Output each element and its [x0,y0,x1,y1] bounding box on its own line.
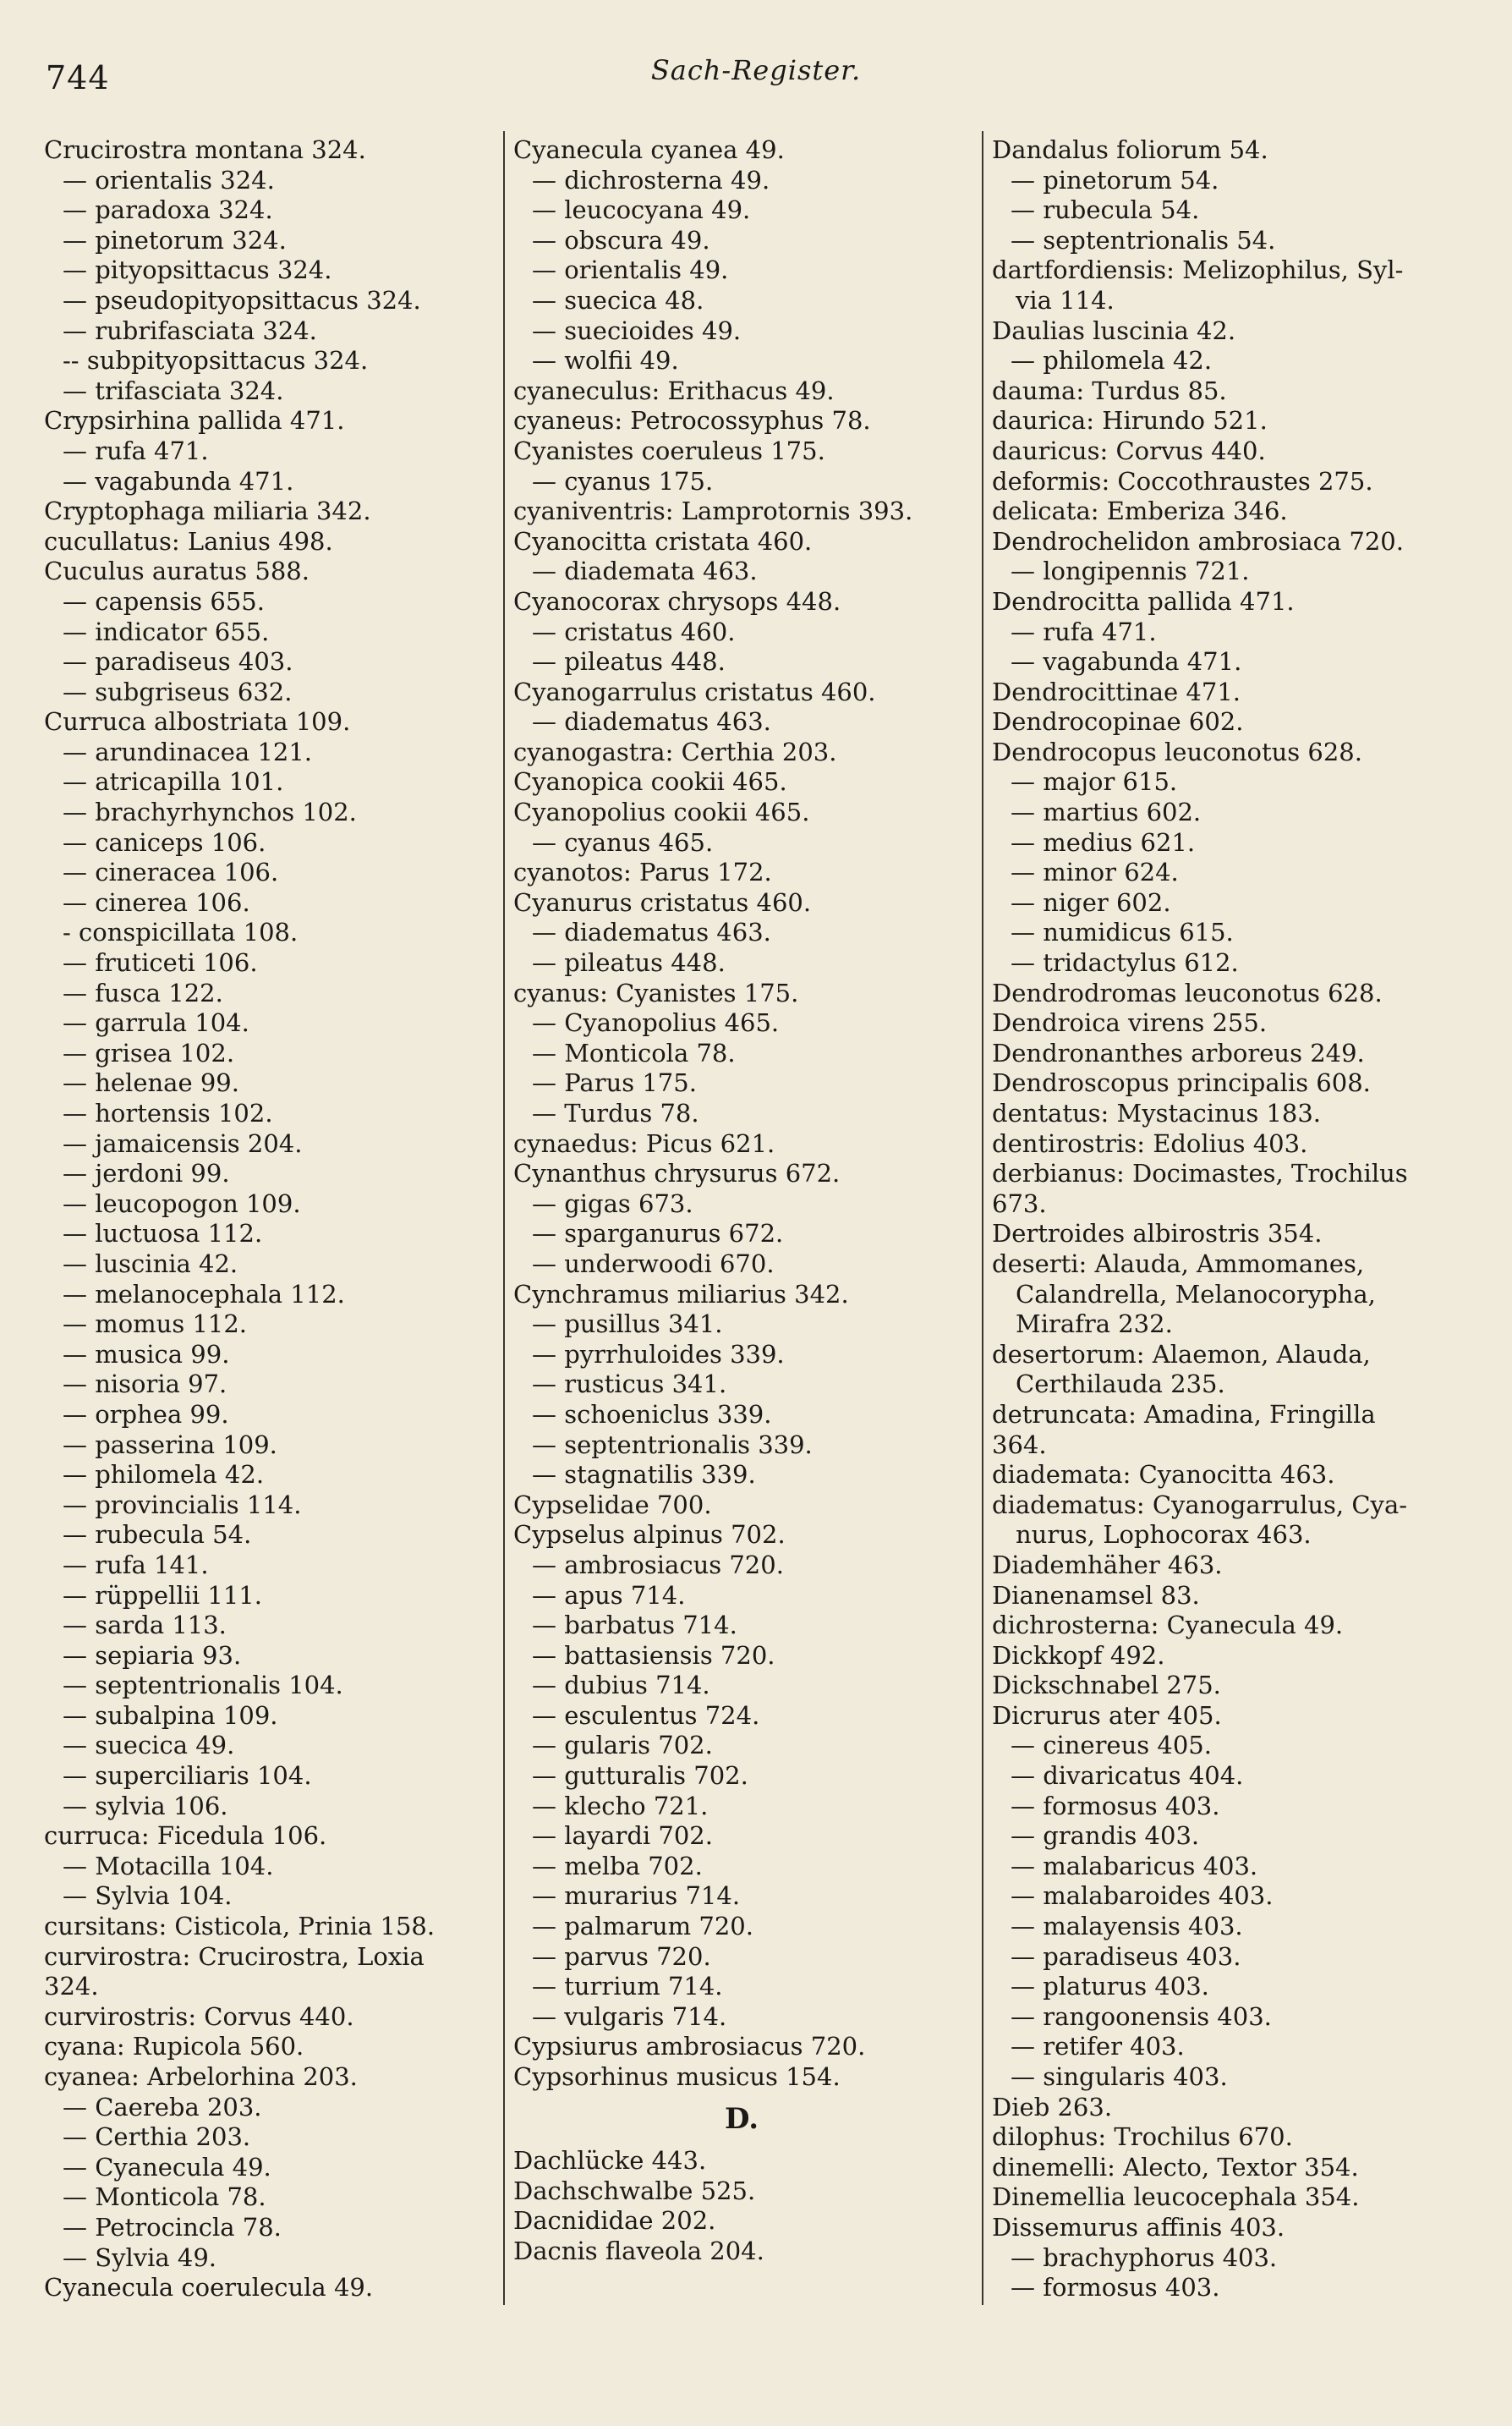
index-entry: — caniceps 106. [63,827,266,857]
index-entry: — Cyanecula 49. [63,2152,271,2182]
index-entry: dichrosterna: Cyanecula 49. [992,1611,1344,1640]
index-entry: — cyanus 465. [532,827,714,857]
index-entry: dilophus: Trochilus 670. [992,2122,1293,2152]
index-entry: cyanogastra: Certhia 203. [513,737,837,766]
index-entry: — murarius 714. [532,1881,741,1911]
index-entry: — dubius 714. [532,1671,710,1700]
index-entry: diademata: Cyanocitta 463. [992,1460,1335,1490]
index-entry: — nisoria 97. [63,1369,227,1399]
index-entry: — grandis 403. [1011,1821,1200,1851]
index-entry: — esculentus 724. [532,1700,760,1730]
index-entry: Cyanopica cookii 465. [513,767,787,797]
index-entry: cyanus: Cyanistes 175. [513,978,799,1007]
index-entry: — diadematus 463. [532,918,771,947]
index-entry: — cinerea 106. [63,887,250,917]
index-entry: Daulias luscinia 42. [992,316,1236,345]
index-entry: — orientalis 324. [63,165,275,195]
index-entry: — gigas 673. [532,1188,693,1218]
index-entry: dauma: Turdus 85. [992,376,1227,405]
index-entry: — ambrosiacus 720. [532,1550,784,1579]
index-entry: dauricus: Corvus 440. [992,436,1266,465]
index-entry: — stagnatilis 339. [532,1460,756,1490]
index-entry: — superciliaris 104. [63,1761,312,1791]
index-entry: — formosus 403. [1011,2273,1220,2303]
index-entry: Cyanocorax chrysops 448. [513,586,841,616]
index-entry: — indicator 655. [63,617,270,646]
index-entry: — platurus 403. [1011,1972,1209,2001]
index-entry: -- subpityopsittacus 324. [63,346,369,376]
index-entry: Curruca albostriata 109. [44,707,351,737]
index-entry: daurica: Hirundo 521. [992,406,1268,436]
index-entry: — brachyphorus 403. [1011,2242,1278,2272]
index-entry: — septentrionalis 104. [63,1671,343,1700]
index-entry: Dandalus foliorum 54. [992,135,1268,164]
index-entry: Diademhäher 463. [992,1550,1223,1579]
index-entry: — Petrocincla 78. [63,2212,282,2242]
index-entry: Dissemurus affinis 403. [992,2212,1285,2242]
index-entry: — formosus 403. [1011,1791,1220,1820]
index-entry: Dendroica virens 255. [992,1008,1268,1038]
index-entry: desertorum: Alaemon, Alauda, [992,1339,1371,1369]
index-entry: Dendrochelidon ambrosiaca 720. [992,526,1404,556]
index-entry: — minor 624. [1011,858,1179,887]
index-entry: — wolfii 49. [532,346,679,376]
index-entry: — cineracea 106. [63,858,279,887]
index-entry: Mirafra 232. [1016,1309,1173,1339]
index-entry: — Monticola 78. [532,1038,736,1068]
index-entry: — paradiseus 403. [1011,1941,1241,1971]
index-entry: — helenae 99. [63,1068,239,1098]
index-entry: cyaniventris: Lamprotornis 393. [513,497,913,526]
index-entry: — rufa 141. [63,1550,209,1579]
index-entry: Cynchramus miliarius 342. [513,1279,849,1309]
index-entry: — vagabunda 471. [1011,647,1242,677]
index-entry: — trifasciata 324. [63,376,284,405]
index-entry: Dickkopf 492. [992,1640,1165,1670]
index-entry: — Monticola 78. [63,2182,266,2212]
index-entry: — gutturalis 702. [532,1761,748,1791]
index-entry: — septentrionalis 54. [1011,225,1276,255]
index-entry: Dicrurus ater 405. [992,1700,1222,1730]
index-entry: — gularis 702. [532,1731,713,1760]
index-entry: Cuculus auratus 588. [44,557,310,586]
index-entry: curvirostris: Corvus 440. [44,2001,354,2031]
index-entry: — klecho 721. [532,1791,709,1820]
index-entry: — pinetorum 54. [1011,165,1219,195]
index-entry: cyanotos: Parus 172. [513,858,772,887]
index-entry: Dendrodromas leuconotus 628. [992,978,1383,1007]
index-entry: — divaricatus 404. [1011,1761,1244,1791]
index-entry: Dendronanthes arboreus 249. [992,1038,1365,1068]
index-entry: Cyanistes coeruleus 175. [513,436,825,465]
index-entry: — atricapilla 101. [63,767,284,797]
index-entry: — singularis 403. [1011,2062,1228,2091]
index-entry: — Caereba 203. [63,2092,262,2121]
index-entry: — rüppellii 111. [63,1580,262,1610]
index-entry: — diadematus 463. [532,707,771,737]
index-entry: — Sylvia 104. [63,1881,233,1911]
index-entry: — apus 714. [532,1580,686,1610]
index-entry: — pityopsittacus 324. [63,255,332,285]
index-entry: Dacnis flaveola 204. [513,2236,764,2265]
index-entry: Dieb 263. [992,2092,1113,2121]
index-entry: — numidicus 615. [1011,918,1234,947]
index-entry: — martius 602. [1011,798,1202,827]
index-entry: — obscura 49. [532,225,710,255]
index-entry: dentatus: Mystacinus 183. [992,1099,1321,1128]
index-entry: — sepiaria 93. [63,1640,242,1670]
index-entry: — subgriseus 632. [63,677,293,706]
index-entry: Cryptophaga miliaria 342. [44,497,371,526]
index-entry: cyaneus: Petrocossyphus 78. [513,406,871,436]
index-entry: — schoeniclus 339. [532,1399,772,1429]
index-entry: Cyanogarrulus cristatus 460. [513,677,876,706]
index-entry: cyana: Rupicola 560. [44,2032,304,2061]
index-entry: — parvus 720. [532,1941,711,1971]
index-entry: — pseudopityopsittacus 324. [63,285,421,315]
index-entry: — sarda 113. [63,1611,227,1640]
index-entry: — cinereus 405. [1011,1731,1212,1760]
index-entry: deformis: Coccothraustes 275. [992,466,1373,496]
index-entry: — leucopogon 109. [63,1188,301,1218]
index-entry: — rufa 471. [1011,617,1157,646]
index-entry: curvirostra: Crucirostra, Loxia [44,1941,425,1971]
index-entry: Cypsiurus ambrosiacus 720. [513,2032,866,2061]
index-entry: Dacnididae 202. [513,2206,716,2236]
index-entry: Dinemellia leucocephala 354. [992,2182,1360,2212]
index-entry: 364. [992,1430,1047,1459]
index-entry: cucullatus: Lanius 498. [44,526,333,556]
index-entry: — battasiensis 720. [532,1640,775,1670]
index-entry: Crypsirhina pallida 471. [44,406,345,436]
index-entry: — sylvia 106. [63,1791,228,1820]
index-entry: — leucocyana 49. [532,195,751,225]
index-entry: — dichrosterna 49. [532,165,770,195]
index-entry: — malabaroides 403. [1011,1881,1274,1911]
index-entry: — malabaricus 403. [1011,1851,1258,1880]
index-entry: 673. [992,1188,1047,1218]
index-entry: Cypselus alpinus 702. [513,1520,786,1550]
running-head: Sach-Register. [650,54,862,86]
index-entry: — orientalis 49. [532,255,729,285]
index-entry: deserti: Alauda, Ammomanes, [992,1249,1365,1278]
index-column-1 [44,135,501,2303]
index-entry: Dendrocopinae 602. [992,707,1244,737]
index-entry: — subalpina 109. [63,1700,278,1730]
index-entry: diadematus: Cyanogarrulus, Cya- [992,1490,1408,1519]
index-entry: Dendrocitta pallida 471. [992,586,1295,616]
index-entry: — jerdoni 99. [63,1159,230,1188]
index-entry: — underwoodi 670. [532,1249,775,1278]
index-entry: — brachyrhynchos 102. [63,798,357,827]
index-entry: — provincialis 114. [63,1490,302,1519]
index-entry: — Certhia 203. [63,2122,251,2152]
index-entry: — musica 99. [63,1339,230,1369]
index-entry: derbianus: Docimastes, Trochilus [992,1159,1408,1188]
index-entry: — grisea 102. [63,1038,235,1068]
index-entry: Dendroscopus principalis 608. [992,1068,1371,1098]
index-entry: — rubecula 54. [63,1520,252,1550]
index-entry: Cyanopolius cookii 465. [513,798,810,827]
index-entry: Dendrocopus leuconotus 628. [992,737,1362,766]
index-entry: — rubrifasciata 324. [63,316,317,345]
index-entry: dartfordiensis: Melizophilus, Syl- [992,255,1404,285]
index-entry: — passerina 109. [63,1430,277,1459]
index-entry: — fusca 122. [63,978,223,1007]
index-entry: Cynanthus chrysurus 672. [513,1159,841,1188]
index-entry: — niger 602. [1011,887,1171,917]
index-entry: — cyanus 175. [532,466,714,496]
index-entry: Crucirostra montana 324. [44,135,366,164]
index-entry: — rubecula 54. [1011,195,1200,225]
index-entry: — suecica 48. [532,285,704,315]
index-entry: Cyanocitta cristata 460. [513,526,813,556]
index-entry: — septentrionalis 339. [532,1430,813,1459]
index-entry: — Motacilla 104. [63,1851,274,1880]
index-entry: — momus 112. [63,1309,248,1339]
index-entry: dinemelli: Alecto, Textor 354. [992,2152,1359,2182]
index-entry: — turrium 714. [532,1972,723,2001]
index-entry: cynaedus: Picus 621. [513,1128,775,1158]
index-entry: cyanea: Arbelorhina 203. [44,2062,358,2091]
index-entry: — palmarum 720. [532,1912,753,1941]
section-letter: D. [724,2104,759,2135]
index-entry: — luctuosa 112. [63,1219,263,1249]
index-entry: — suecioides 49. [532,316,742,345]
index-entry: Calandrella, Melanocorypha, [1016,1279,1376,1309]
index-entry: — sparganurus 672. [532,1219,784,1249]
index-entry: Dianenamsel 83. [992,1580,1200,1610]
index-entry: — rusticus 341. [532,1369,727,1399]
index-entry: — Parus 175. [532,1068,697,1098]
index-entry: — paradoxa 324. [63,195,273,225]
index-entry: Dertroides albirostris 354. [992,1219,1323,1249]
index-entry: — hortensis 102. [63,1099,273,1128]
index-entry: — layardi 702. [532,1821,713,1851]
index-entry: — cristatus 460. [532,617,736,646]
index-entry: — capensis 655. [63,586,265,616]
index-entry: — Cyanopolius 465. [532,1008,780,1038]
index-entry: - conspicillata 108. [63,918,299,947]
index-entry: — pileatus 448. [532,948,726,978]
index-entry: — pileatus 448. [532,647,726,677]
index-entry: — pyrrhuloides 339. [532,1339,785,1369]
index-entry: Cyanecula cyanea 49. [513,135,785,164]
index-entry: Dachschwalbe 525. [513,2176,756,2205]
index-entry: — pusillus 341. [532,1309,723,1339]
index-entry: — melanocephala 112. [63,1279,345,1309]
index-entry: — pinetorum 324. [63,225,287,255]
index-entry: — Sylvia 49. [63,2242,217,2272]
index-entry: — medius 621. [1011,827,1196,857]
index-entry: — suecica 49. [63,1731,235,1760]
index-entry: 324. [44,1972,99,2001]
index-entry: — rufa 471. [63,436,209,465]
index-entry: — jamaicensis 204. [63,1128,303,1158]
index-entry: via 114. [1016,285,1115,315]
index-entry: — arundinacea 121. [63,737,313,766]
index-entry: — garrula 104. [63,1008,249,1038]
index-entry: nurus, Lophocorax 463. [1016,1520,1312,1550]
index-entry: — tridactylus 612. [1011,948,1239,978]
index-entry: Dachlücke 443. [513,2146,707,2176]
index-entry: Cyanurus cristatus 460. [513,887,812,917]
index-entry: — barbatus 714. [532,1611,737,1640]
index-entry: cyaneculus: Erithacus 49. [513,376,835,405]
column-divider-2 [982,131,983,2305]
index-entry: — fruticeti 106. [63,948,258,978]
index-column-3 [992,135,1449,2303]
index-entry: curruca: Ficedula 106. [44,1821,327,1851]
index-column-2 [513,135,970,2267]
index-entry: — longipennis 721. [1011,557,1250,586]
index-entry: — philomela 42. [1011,346,1213,376]
column-divider-1 [503,131,505,2305]
index-entry: dentirostris: Edolius 403. [992,1128,1308,1158]
index-entry: — orphea 99. [63,1399,229,1429]
index-entry: — malayensis 403. [1011,1912,1243,1941]
index-entry: Cypselidae 700. [513,1490,712,1519]
index-entry: Certhilauda 235. [1016,1369,1225,1399]
index-entry: Dendrocittinae 471. [992,677,1241,706]
index-entry: delicata: Emberiza 346. [992,497,1288,526]
index-entry: — melba 702. [532,1851,703,1880]
index-entry: — vagabunda 471. [63,466,294,496]
index-entry: Cyanecula coerulecula 49. [44,2273,374,2303]
page-number: 744 [46,59,110,96]
index-entry: Dickschnabel 275. [992,1671,1221,1700]
index-entry: cursitans: Cisticola, Prinia 158. [44,1912,436,1941]
index-entry: — diademata 463. [532,557,758,586]
index-entry: detruncata: Amadina, Fringilla [992,1399,1376,1429]
index-entry: — philomela 42. [63,1460,265,1490]
index-entry: Cypsorhinus musicus 154. [513,2062,841,2091]
index-entry: — major 615. [1011,767,1178,797]
index-entry: — retifer 403. [1011,2032,1185,2061]
index-entry: — luscinia 42. [63,1249,238,1278]
index-entry: — rangoonensis 403. [1011,2001,1272,2031]
index-entry: — Turdus 78. [532,1099,699,1128]
index-entry: — vulgaris 714. [532,2001,727,2031]
index-entry: — paradiseus 403. [63,647,293,677]
